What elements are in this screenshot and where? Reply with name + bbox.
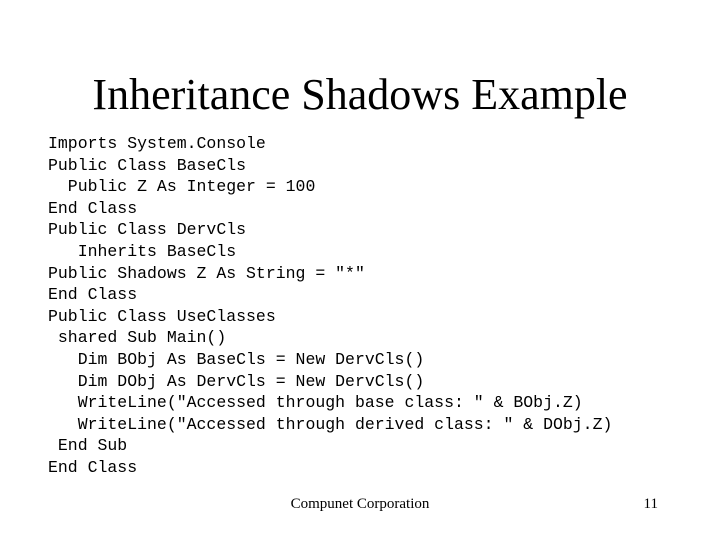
code-line: Public Z As Integer = 100 xyxy=(48,177,316,197)
code-line: WriteLine("Accessed through base class: " & BObj.Z) xyxy=(48,393,583,413)
code-line: End Class xyxy=(48,198,138,218)
code-line: shared Sub Main() xyxy=(48,328,227,348)
code-line: Public Shadows Z As String = "*" xyxy=(48,263,365,283)
code-line: WriteLine("Accessed through derived class: " & DObj.Z) xyxy=(48,414,613,434)
code-line: Dim BObj As BaseCls = New DervCls() xyxy=(48,349,425,369)
code-line: Imports System.Console xyxy=(48,134,266,153)
code-line: End Class xyxy=(48,285,138,305)
page-number: 11 xyxy=(643,496,658,512)
code-line: End Class xyxy=(48,457,138,477)
footer-organization: Compunet Corporation xyxy=(290,496,430,512)
code-line: Public Class BaseCls xyxy=(48,155,247,175)
code-line: Public Class DervCls xyxy=(48,220,247,240)
code-block xyxy=(48,133,708,479)
code-line: Dim DObj As DervCls = New DervCls() xyxy=(48,371,425,391)
slide-title: Inheritance Shadows Example xyxy=(92,70,628,119)
code-line: Inherits BaseCls xyxy=(48,241,237,261)
code-line: Public Class UseClasses xyxy=(48,306,276,326)
code-line: End Sub xyxy=(48,436,128,456)
